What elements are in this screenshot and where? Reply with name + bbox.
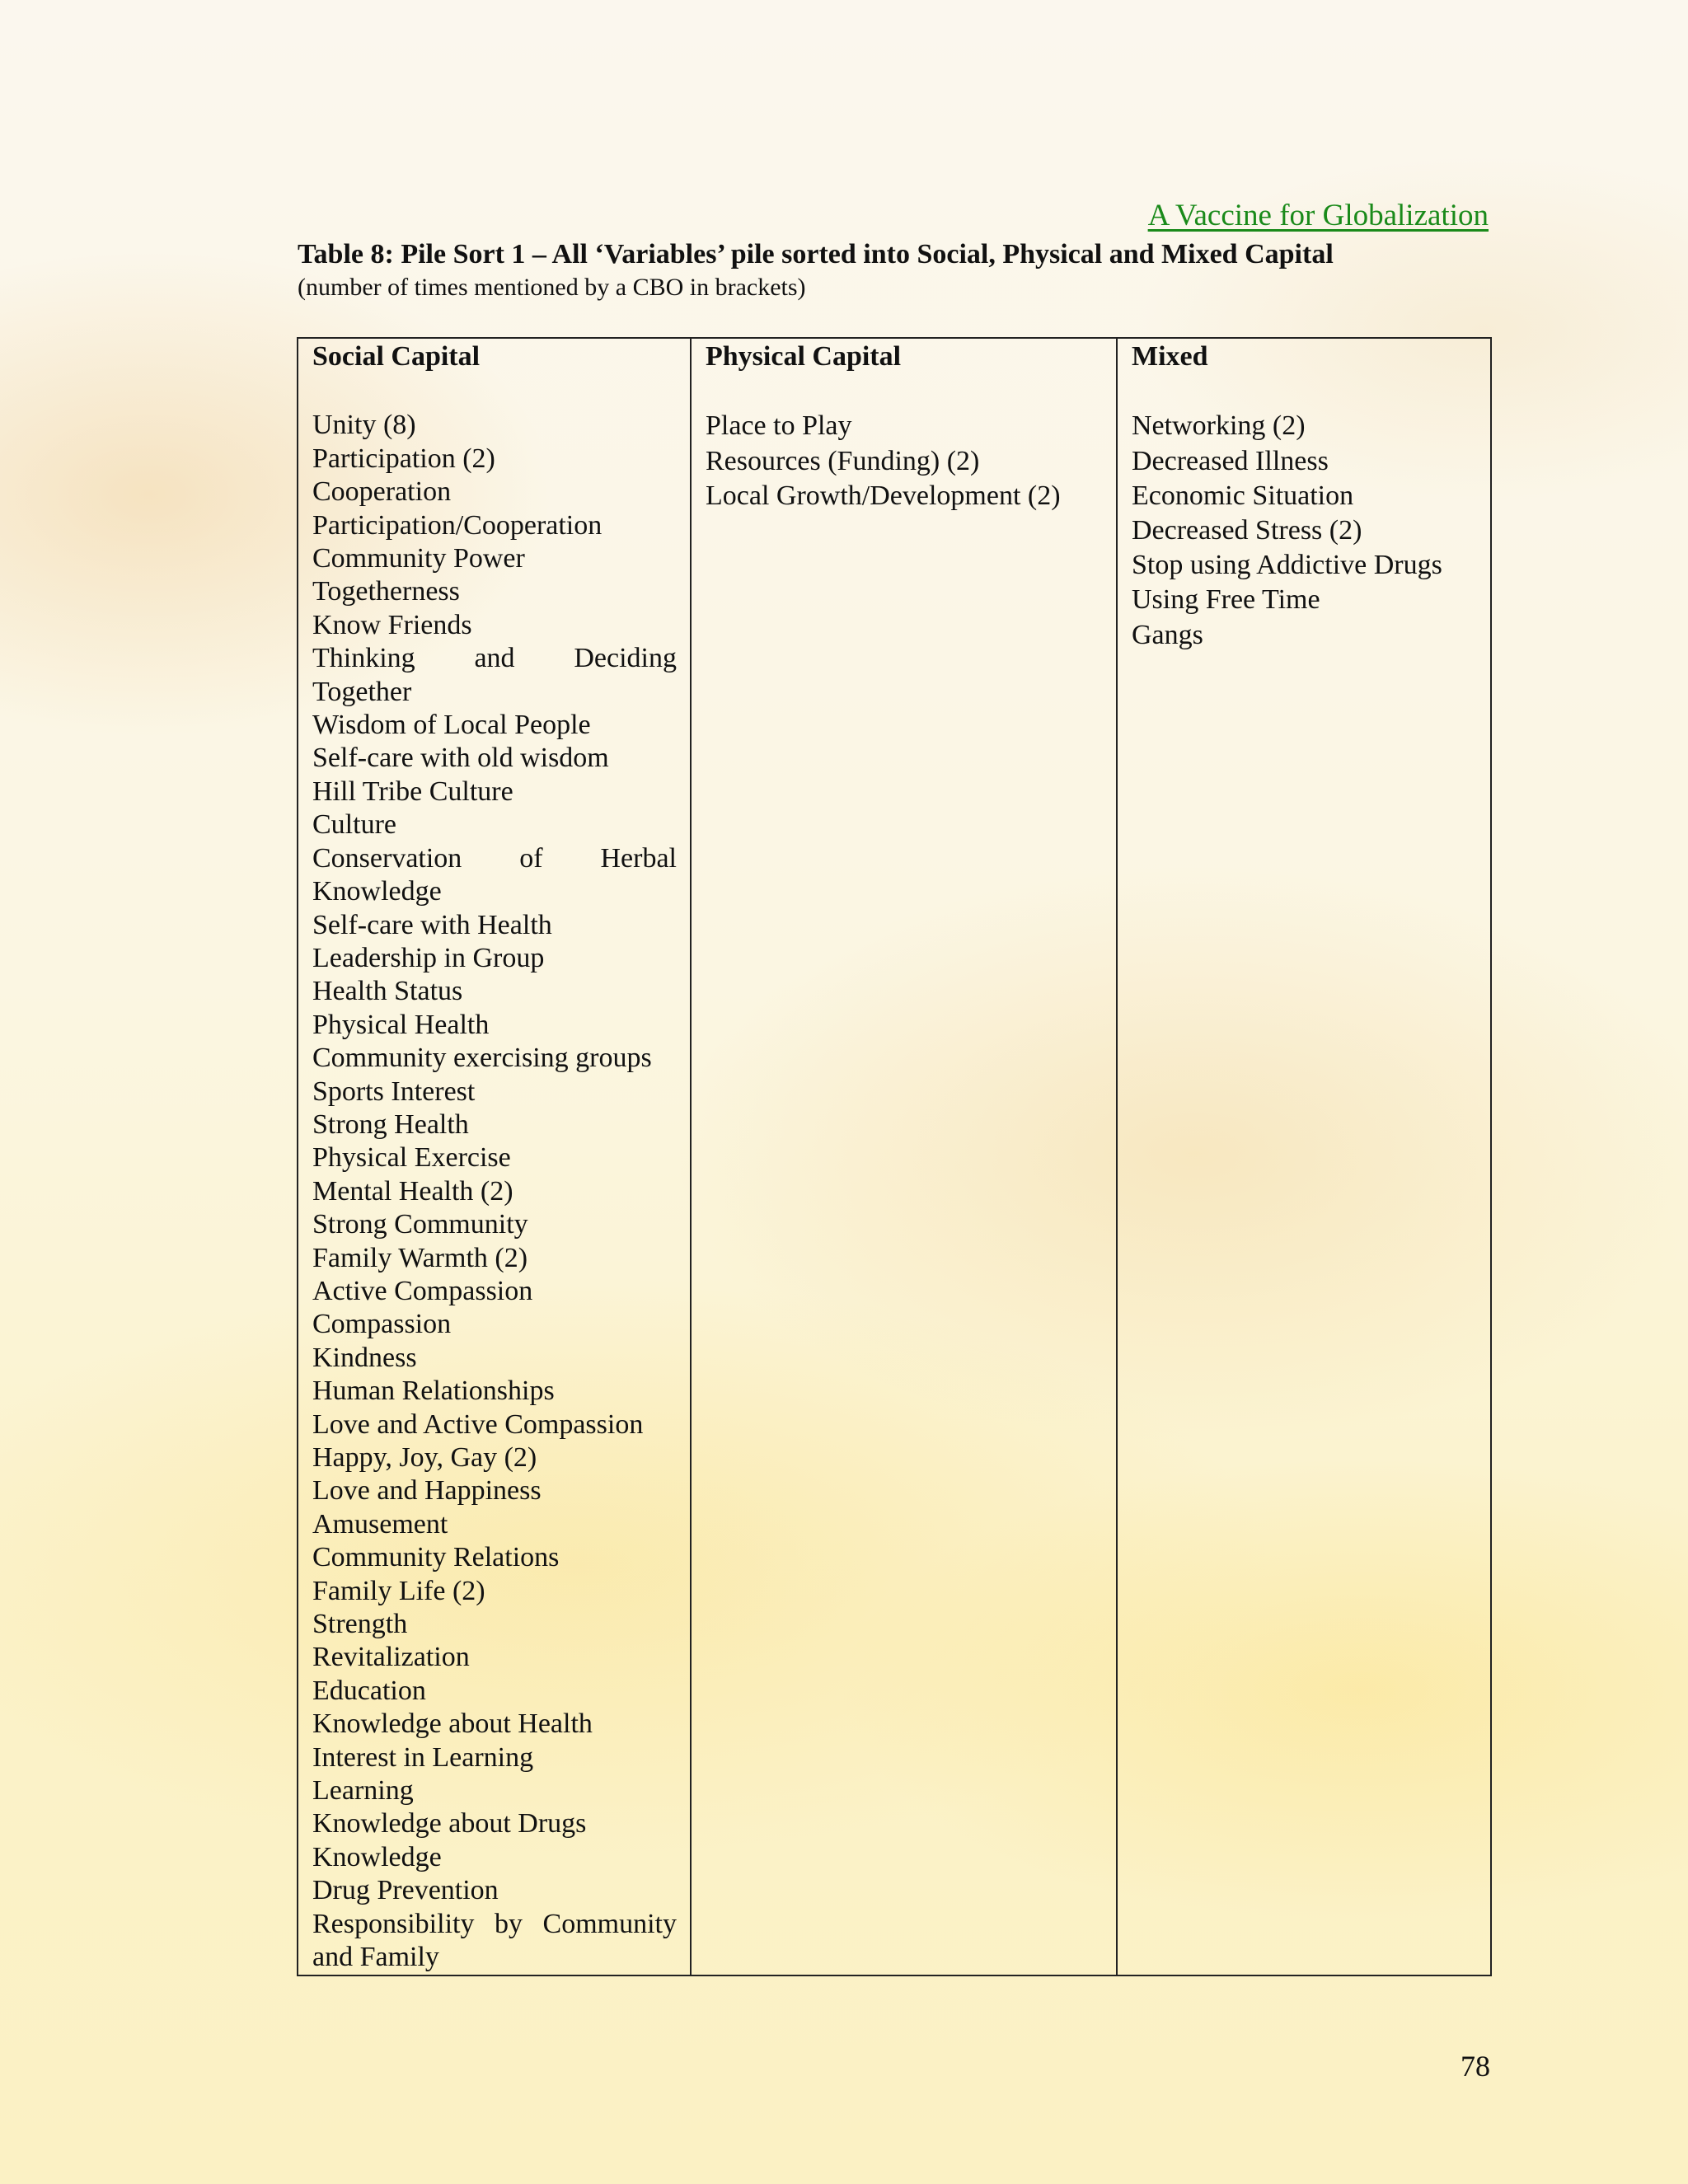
list-item: Physical Exercise bbox=[312, 1142, 511, 1174]
list-item: Active Compassion bbox=[312, 1275, 533, 1306]
list-item: Cooperation bbox=[312, 476, 452, 508]
list-item: Compassion bbox=[312, 1309, 452, 1340]
list-item: Wisdom of Local People bbox=[312, 710, 591, 741]
list-item: Decreased Stress (2) bbox=[1132, 515, 1362, 546]
list-item: Happy, Joy, Gay (2) bbox=[312, 1442, 537, 1473]
list-item: Revitalization bbox=[312, 1642, 470, 1673]
list-item: Drug Prevention bbox=[312, 1875, 499, 1906]
list-item: Knowledge about Drugs bbox=[312, 1808, 587, 1840]
list-item: Togetherness bbox=[312, 576, 460, 607]
list-item: Physical Health bbox=[312, 1009, 490, 1040]
list-item: Knowledge about Health bbox=[312, 1708, 593, 1740]
list-item: Responsibility by Community and Family bbox=[312, 1908, 677, 1973]
list-item: Participation/Cooperation bbox=[312, 509, 603, 541]
column-heading: Physical Capital bbox=[706, 341, 902, 372]
physical-capital-column bbox=[691, 338, 1117, 1975]
list-item: Economic Situation bbox=[1132, 480, 1354, 511]
list-item: Health Status bbox=[312, 976, 463, 1007]
list-item: Gangs bbox=[1132, 619, 1203, 650]
list-item: Local Growth/Development (2) bbox=[706, 480, 1061, 511]
list-item: Sports Interest bbox=[312, 1076, 476, 1107]
list-item: Resources (Funding) (2) bbox=[706, 445, 980, 476]
list-item: Place to Play bbox=[706, 410, 852, 442]
list-item: Human Relationships bbox=[312, 1376, 555, 1407]
column-heading: Mixed bbox=[1132, 341, 1208, 372]
list-item: Learning bbox=[312, 1775, 414, 1807]
list-item: Mental Health (2) bbox=[312, 1175, 513, 1207]
list-item: Love and Happiness bbox=[312, 1475, 542, 1507]
list-item: Self-care with old wisdom bbox=[312, 743, 609, 774]
list-item: Education bbox=[312, 1675, 426, 1706]
list-item: Stop using Addictive Drugs bbox=[1132, 550, 1442, 581]
list-item: Using Free Time bbox=[1132, 584, 1320, 616]
list-item: Interest in Learning bbox=[312, 1741, 534, 1773]
column-heading: Social Capital bbox=[312, 341, 481, 372]
pile-sort-table bbox=[297, 337, 1492, 1976]
list-item: Strong Health bbox=[312, 1108, 469, 1140]
list-item: Community exercising groups bbox=[312, 1043, 652, 1074]
list-item: Thinking and Deciding Together bbox=[312, 643, 677, 707]
physical-capital-list bbox=[706, 409, 1103, 513]
page-number: 78 bbox=[1461, 2050, 1490, 2083]
list-item: Community Power bbox=[312, 543, 525, 574]
mixed-list bbox=[1132, 409, 1477, 652]
list-item: Love and Active Compassion bbox=[312, 1408, 644, 1440]
list-item: Family Warmth (2) bbox=[312, 1242, 528, 1273]
list-item: Conservation of Herbal Knowledge bbox=[312, 842, 677, 907]
running-title: A Vaccine for Globalization bbox=[1147, 199, 1489, 232]
list-item: Leadership in Group bbox=[312, 942, 545, 973]
social-capital-list bbox=[312, 409, 677, 1974]
list-item: Strength bbox=[312, 1609, 408, 1640]
social-capital-column bbox=[298, 338, 691, 1975]
list-item: Kindness bbox=[312, 1342, 417, 1373]
list-item: Participation (2) bbox=[312, 443, 495, 474]
list-item: Self-care with Health bbox=[312, 909, 552, 940]
list-item: Knowledge bbox=[312, 1841, 442, 1872]
list-item: Decreased Illness bbox=[1132, 445, 1329, 476]
mixed-column bbox=[1117, 338, 1491, 1975]
list-item: Hill Tribe Culture bbox=[312, 776, 513, 807]
table-row bbox=[298, 338, 1491, 1975]
table-caption-title: Table 8: Pile Sort 1 – All ‘Variables’ pile sorted into Social, Physical and Mixed Capital bbox=[298, 239, 1334, 269]
table-caption-note: (number of times mentioned by a CBO in brackets) bbox=[298, 274, 806, 301]
list-item: Strong Community bbox=[312, 1209, 528, 1240]
list-item: Unity (8) bbox=[312, 410, 416, 441]
list-item: Know Friends bbox=[312, 609, 472, 640]
list-item: Networking (2) bbox=[1132, 410, 1306, 442]
list-item: Community Relations bbox=[312, 1542, 560, 1573]
list-item: Culture bbox=[312, 809, 396, 841]
list-item: Amusement bbox=[312, 1508, 448, 1540]
list-item: Family Life (2) bbox=[312, 1575, 485, 1606]
